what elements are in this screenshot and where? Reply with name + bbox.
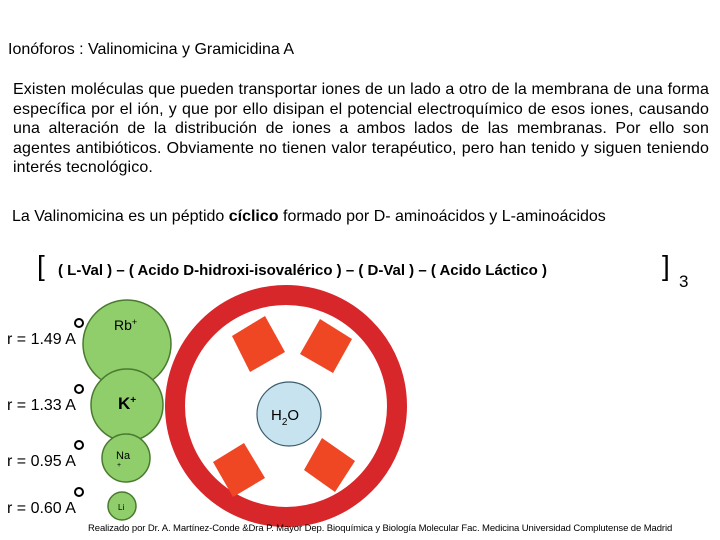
intro-paragraph: Existen moléculas que pueden transportar iones de un lado a otro de la membrana de una forma específica por el ión, y que por ello disipan el potencial electroquímico de esos iones, causando una alteración de la distribución de iones a ambos lados de las membranas. Por ello son agentes antibióticos. Obviamente no tienen valor terapéutico, pero han tenido y siguen teniendo interés tecnológico. xyxy=(13,81,709,177)
ring-block xyxy=(304,438,355,492)
valinomicina-emphasis: cíclico xyxy=(228,208,279,225)
ring-block xyxy=(232,316,285,372)
ring-block xyxy=(300,319,352,373)
formula-subscript: 3 xyxy=(679,272,689,291)
water-label: $H_2O$ xyxy=(271,407,300,428)
formula-body: ( L-Val ) – ( Acido D-hidroxi-isovalérico ) – ( D-Val ) – ( Acido Láctico ) xyxy=(58,262,547,279)
page-title: Ionóforos : Valinomicina y Gramicidina A xyxy=(8,41,295,58)
formula-bracket-open: [ xyxy=(37,250,45,281)
credit-footer: Realizado por Dr. A. Martínez-Conde &Dra P. Mayor Dep. Bioquímica y Biología Molecular Fac. Medicina Universidad Complutense de Madrid xyxy=(88,523,673,534)
radius-label-na: r = 0.95 A xyxy=(7,453,76,470)
valinomicina-prefix: La Valinomicina es un péptido xyxy=(12,208,229,225)
valinomicina-suffix: formado por D- aminoácidos y L-aminoácidos xyxy=(278,208,606,225)
na-ion-charge: + xyxy=(117,462,122,469)
li-ion-label: Li xyxy=(118,503,125,512)
radius-label-k: r = 1.33 A xyxy=(7,397,76,414)
radius-label-li: r = 0.60 A xyxy=(7,500,76,517)
formula-bracket-close: ] xyxy=(662,250,670,281)
radius-label-rb: r = 1.49 A xyxy=(7,331,76,348)
k-ion-label: K+ xyxy=(118,394,137,413)
rb-ion-label: Rb+ xyxy=(114,317,138,333)
na-ion-label: Na xyxy=(116,450,131,462)
